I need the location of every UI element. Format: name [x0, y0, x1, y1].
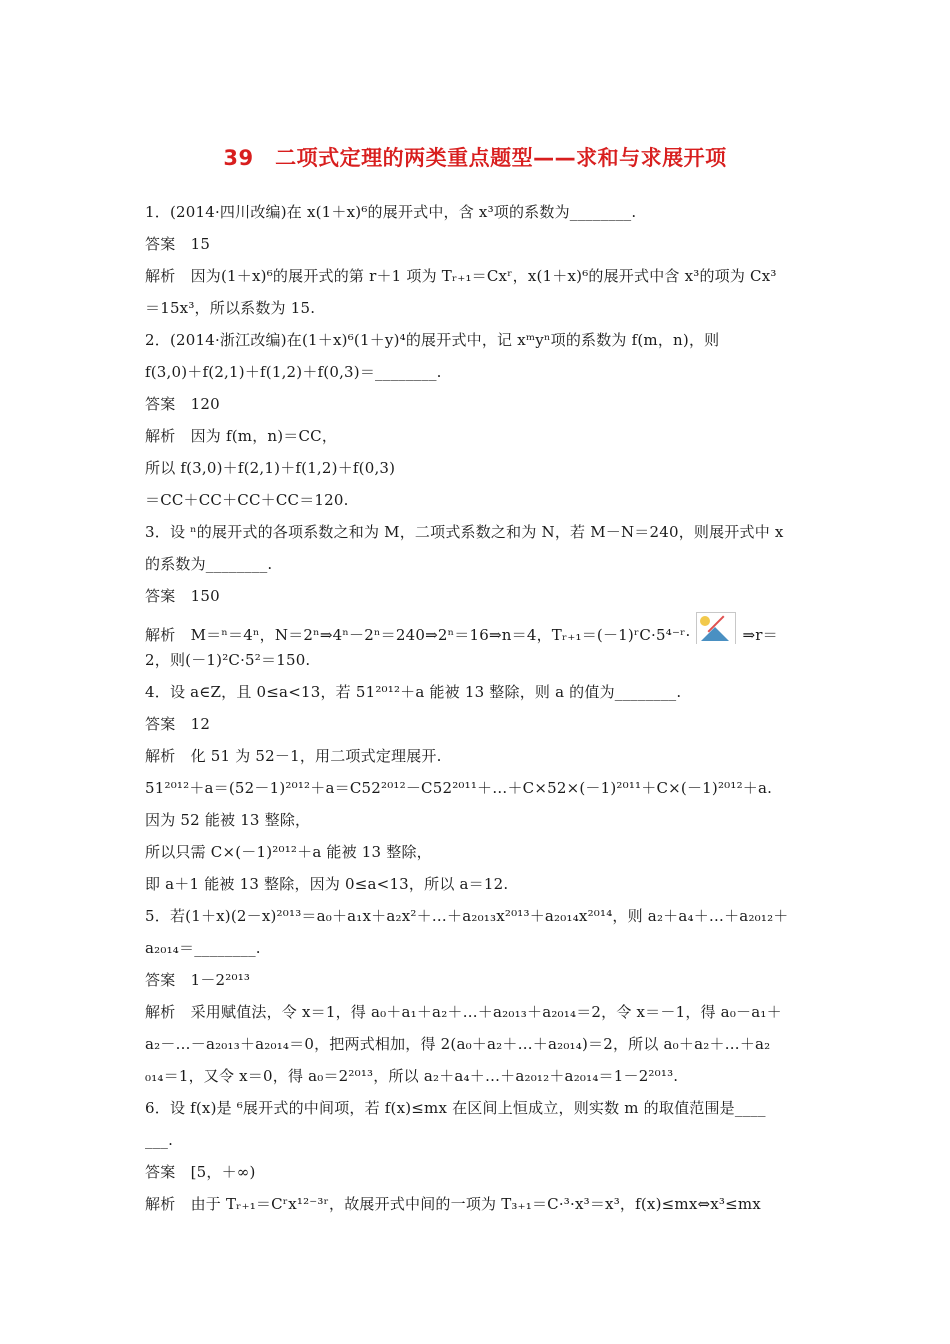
- text-line: ＝15x³，所以系数为 15.: [145, 299, 316, 317]
- text-line: 所以 f(3,0)＋f(2,1)＋f(1,2)＋f(0,3): [145, 459, 396, 477]
- text-line: 5．若(1＋x)(2－x)²⁰¹³＝a₀＋a₁x＋a₂x²＋…＋a₂₀₁₃x²⁰¹³＋a₂₀₁₄x²⁰¹⁴，则 a₂＋a₄＋…＋a₂₀₁₂＋: [145, 907, 789, 925]
- text-line: 解析 由于 Tᵣ₊₁＝Cʳx¹²⁻³ʳ，故展开式中间的一项为 T₃₊₁＝C·³·x³＝x³，f(x)≤mx⇔x³≤mx: [145, 1195, 761, 1213]
- page-title: 39 二项式定理的两类重点题型——求和与求展开项: [223, 146, 727, 170]
- text-segment: ⇒r＝: [742, 626, 778, 644]
- text-line: 答案 15: [145, 235, 211, 253]
- text-line: a₂₀₁₄＝________.: [145, 939, 261, 957]
- text-line: 答案 120: [145, 395, 220, 413]
- broken-image-icon: [696, 612, 736, 644]
- text-line: 2，则(－1)²C·5²＝150.: [145, 651, 311, 669]
- text-line: 答案 1－2²⁰¹³: [145, 971, 251, 989]
- text-line: 解析 化 51 为 52－1，用二项式定理展开.: [145, 747, 442, 765]
- text-line: 因为 52 能被 13 整除，: [145, 811, 311, 829]
- text-line: [145, 612, 810, 644]
- text-line: 的系数为________.: [145, 555, 273, 573]
- text-line: 6．设 f(x)是 ⁶展开式的中间项，若 f(x)≤mx 在区间上恒成立，则实数 m 的取值范围是____: [145, 1099, 766, 1117]
- document-body: [145, 196, 810, 1220]
- text-line: 解析 采用赋值法，令 x＝1，得 a₀＋a₁＋a₂＋…＋a₂₀₁₃＋a₂₀₁₄＝2，令 x＝－1，得 a₀－a₁＋: [145, 1003, 782, 1021]
- text-line: 答案 12: [145, 715, 211, 733]
- text-segment: 解析 M＝ⁿ＝4ⁿ，N＝2ⁿ⇒4ⁿ－2ⁿ＝240⇒2ⁿ＝16⇒n＝4，Tᵣ₊₁＝(－1)ʳC·5⁴⁻ʳ·: [145, 626, 691, 644]
- text-line: f(3,0)＋f(2,1)＋f(1,2)＋f(0,3)＝________.: [145, 363, 442, 381]
- text-line: ___.: [145, 1131, 174, 1149]
- text-line: ＝CC＋CC＋CC＋CC＝120.: [145, 491, 349, 509]
- text-line: 2．(2014·浙江改编)在(1＋x)⁶(1＋y)⁴的展开式中，记 xᵐyⁿ项的系数为 f(m，n)，则: [145, 331, 720, 349]
- text-line: 答案 150: [145, 587, 220, 605]
- text-line: 即 a＋1 能被 13 整除，因为 0≤a<13，所以 a＝12.: [145, 875, 509, 893]
- text-line: 3．设 ⁿ的展开式的各项系数之和为 M，二项式系数之和为 N，若 M－N＝240，则展开式中 x: [145, 523, 784, 541]
- text-line: 解析 因为 f(m，n)＝CC，: [145, 427, 338, 445]
- text-line: 所以只需 C×(－1)²⁰¹²＋a 能被 13 整除，: [145, 843, 432, 861]
- text-line: 4．设 a∈Z，且 0≤a<13，若 51²⁰¹²＋a 能被 13 整除，则 a 的值为________.: [145, 683, 682, 701]
- text-line: ₀₁₄＝1，又令 x＝0，得 a₀＝2²⁰¹³，所以 a₂＋a₄＋…＋a₂₀₁₂＋a₂₀₁₄＝1－2²⁰¹³.: [145, 1067, 679, 1085]
- text-line: 解析 因为(1＋x)⁶的展开式的第 r＋1 项为 Tᵣ₊₁＝Cxʳ，x(1＋x)⁶的展开式中含 x³的项为 Cx³: [145, 267, 777, 285]
- text-line: a₂－…－a₂₀₁₃＋a₂₀₁₄＝0，把两式相加，得 2(a₀＋a₂＋…＋a₂₀₁₄)＝2，所以 a₀＋a₂＋…＋a₂: [145, 1035, 771, 1053]
- text-line: 答案 [5，＋∞): [145, 1163, 256, 1181]
- text-line: 1．(2014·四川改编)在 x(1＋x)⁶的展开式中，含 x³项的系数为________.: [145, 203, 637, 221]
- text-line: 51²⁰¹²＋a＝(52－1)²⁰¹²＋a＝C52²⁰¹²－C52²⁰¹¹＋…＋C×52×(－1)²⁰¹¹＋C×(－1)²⁰¹²＋a.: [145, 779, 773, 797]
